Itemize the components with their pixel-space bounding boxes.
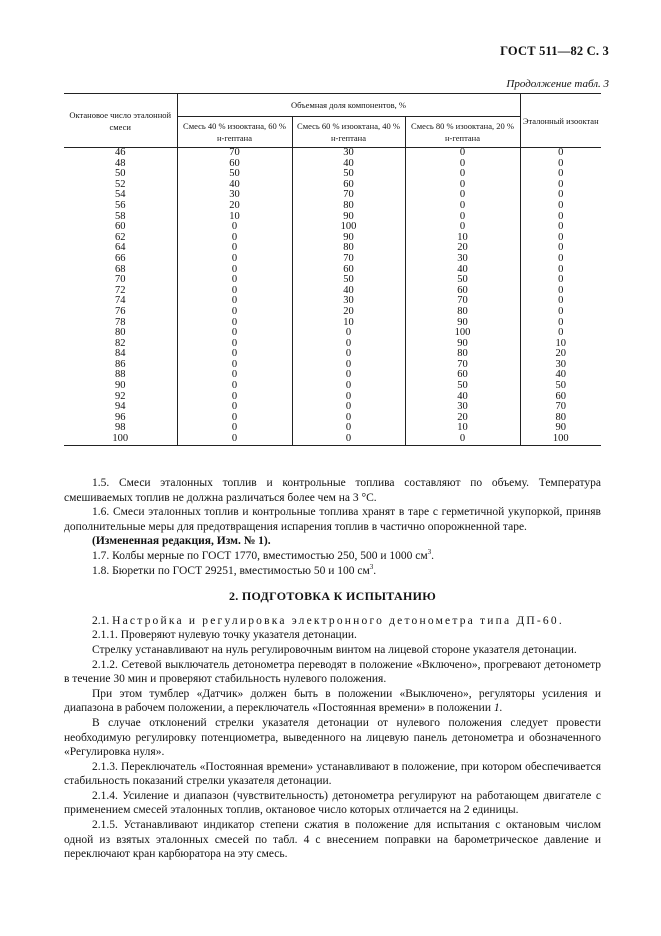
table-cell: 20	[177, 201, 292, 212]
table-row	[64, 318, 601, 329]
table-cell: 30	[405, 402, 520, 413]
table-cell: 80	[64, 328, 177, 339]
table-cell: 10	[292, 318, 405, 329]
table-body	[64, 148, 601, 446]
period: .	[373, 564, 377, 577]
table-cell: 30	[177, 190, 292, 201]
table-cell: 0	[177, 275, 292, 286]
table-cell: 52	[64, 180, 177, 191]
paragraph-2-1-1b: Стрелку устанавливают на нуль регулировочным винтом на лицевой стороне указателя детонации.	[92, 643, 577, 656]
table-continuation-label: Продолжение табл. 3	[506, 78, 609, 90]
col-header-mix-60: Смесь 60 % изооктана, 40 % н-гептана	[292, 117, 405, 148]
table-cell: 0	[405, 180, 520, 191]
table-cell: 64	[64, 243, 177, 254]
table-cell: 0	[177, 349, 292, 360]
table-cell: 76	[64, 307, 177, 318]
table-cell: 0	[177, 243, 292, 254]
table-cell: 92	[64, 392, 177, 403]
table-cell: 94	[64, 402, 177, 413]
table-cell: 46	[64, 148, 177, 159]
table-cell: 30	[292, 296, 405, 307]
table-row	[64, 201, 601, 212]
table-row	[64, 243, 601, 254]
table-cell: 0	[177, 233, 292, 244]
table-cell: 98	[64, 423, 177, 434]
table-cell: 0	[177, 434, 292, 445]
table-cell: 70	[405, 360, 520, 371]
table-cell: 50	[292, 169, 405, 180]
table-cell: 80	[520, 413, 601, 424]
table-cell: 60	[520, 392, 601, 403]
table-cell: 54	[64, 190, 177, 201]
table-row	[64, 212, 601, 223]
section-title: 2. ПОДГОТОВКА К ИСПЫТАНИЮ	[228, 589, 437, 604]
paragraph-2-1	[64, 614, 601, 629]
table-row	[64, 265, 601, 276]
table-cell: 0	[405, 222, 520, 233]
table-cell: 0	[405, 212, 520, 223]
table-cell: 10	[405, 233, 520, 244]
table-cell: 62	[64, 233, 177, 244]
table-cell: 0	[177, 402, 292, 413]
table-cell: 40	[405, 265, 520, 276]
paragraph-2-1-2b-text: При этом тумблер «Датчик» должен быть в положении «Выключено», регуляторы усиления и диапазона в рабочем положении, а переключатель «Постоянная времени» в положении	[64, 687, 601, 715]
table-cell: 0	[520, 286, 601, 297]
position-number: 1.	[493, 702, 503, 715]
table-row	[64, 296, 601, 307]
table-cell: 0	[177, 381, 292, 392]
table-cell: 40	[405, 392, 520, 403]
table-cell: 100	[405, 328, 520, 339]
table-cell: 30	[292, 148, 405, 159]
table-cell: 0	[520, 201, 601, 212]
table-cell: 60	[177, 159, 292, 170]
table-cell: 0	[520, 148, 601, 159]
table-cell: 0	[405, 148, 520, 159]
table-cell: 0	[405, 190, 520, 201]
table-cell: 10	[177, 212, 292, 223]
table-cell: 0	[177, 370, 292, 381]
table-cell: 50	[405, 275, 520, 286]
table-cell: 0	[177, 328, 292, 339]
table-cell: 0	[177, 265, 292, 276]
table-cell: 96	[64, 413, 177, 424]
paragraph-1-6: 1.6. Смеси эталонных топлив и контрольные топлива хранят в таре с герметичной укупоркой, приняв дополнительные меры для предотвращения испарения топлив в частично опорожненной таре.	[64, 506, 601, 533]
table-cell: 68	[64, 265, 177, 276]
table-cell: 100	[292, 222, 405, 233]
table-cell: 0	[292, 413, 405, 424]
table-cell: 10	[405, 423, 520, 434]
table-cell: 60	[292, 180, 405, 191]
table-cell: 80	[405, 307, 520, 318]
table-cell: 0	[292, 434, 405, 445]
table-cell: 60	[64, 222, 177, 233]
table-cell: 90	[64, 381, 177, 392]
table-row	[64, 307, 601, 318]
table-cell: 0	[177, 413, 292, 424]
table-cell: 40	[520, 370, 601, 381]
table-row	[64, 328, 601, 339]
paragraph-1-8-text: 1.8. Бюретки по ГОСТ 29251, вместимостью 50 и 100 см	[92, 564, 370, 577]
table-cell: 30	[520, 360, 601, 371]
table-cell: 0	[520, 190, 601, 201]
table-cell: 0	[405, 434, 520, 445]
table-cell: 40	[177, 180, 292, 191]
table-cell: 0	[405, 159, 520, 170]
superscript: 3	[427, 548, 432, 557]
table-cell: 60	[405, 286, 520, 297]
table-cell: 0	[292, 349, 405, 360]
table-cell: 0	[520, 233, 601, 244]
paragraph-1-5: 1.5. Смеси эталонных топлив и контрольные топлива составляют по объему. Температура смешиваемых топлив не должна различаться более чем на 3 °С.	[64, 477, 601, 504]
table-cell: 0	[292, 392, 405, 403]
table-cell: 50	[292, 275, 405, 286]
amendment-note: (Измененная редакция, Изм. № 1).	[92, 535, 271, 548]
table-cell: 0	[520, 265, 601, 276]
table-cell: 66	[64, 254, 177, 265]
table-row	[64, 370, 601, 381]
table-row	[64, 233, 601, 244]
table-cell: 70	[64, 275, 177, 286]
table-row	[64, 402, 601, 413]
table-cell: 60	[405, 370, 520, 381]
table-cell: 0	[520, 307, 601, 318]
table-cell: 0	[520, 212, 601, 223]
table-cell: 50	[405, 381, 520, 392]
table-cell: 70	[292, 254, 405, 265]
table-row	[64, 423, 601, 434]
table-cell: 0	[292, 423, 405, 434]
table-cell: 0	[520, 296, 601, 307]
table-cell: 0	[292, 328, 405, 339]
table-row	[64, 169, 601, 180]
table-cell: 0	[292, 360, 405, 371]
table-cell: 0	[405, 169, 520, 180]
table-cell: 70	[177, 148, 292, 159]
table-row	[64, 360, 601, 371]
table-row	[64, 222, 601, 233]
table-cell: 0	[292, 339, 405, 350]
paragraph-2-1-2: 2.1.2. Сетевой выключатель детонометра переводят в положение «Включено», прогревают детонометр в течение 30 мин и проверяют стабильность нулевого положения.	[64, 658, 601, 686]
col-header-mix-40: Смесь 40 % изооктана, 60 % н-гептана	[177, 117, 292, 148]
table-cell: 80	[292, 243, 405, 254]
paragraph-2-1-2c: В случае отклонений стрелки указателя детонации от нулевого положения следует провести необходимую регулировку потенциометра, выведенного на лицевую панель детонометра и обозначенного «Регулировка нуля».	[64, 716, 601, 759]
table-cell: 90	[520, 423, 601, 434]
paragraph-2-1-5: 2.1.5. Устанавливают индикатор степени сжатия в положение для испытания с октановым числом одной из взятых эталонных смесей по табл. 4 с внесением поправки на барометрическое давление и переключают кран карбюратора на эту смесь.	[64, 819, 601, 861]
table-cell: 70	[405, 296, 520, 307]
table-row	[64, 392, 601, 403]
table-cell: 0	[177, 286, 292, 297]
table-cell: 0	[292, 370, 405, 381]
paragraph-2-1-number: 2.1.	[92, 614, 110, 627]
table-row	[64, 434, 601, 445]
table-cell: 86	[64, 360, 177, 371]
col-header-isooctane: Эталонный изооктан	[520, 94, 601, 148]
table-cell: 40	[292, 159, 405, 170]
table-cell: 90	[292, 233, 405, 244]
table-cell: 0	[177, 360, 292, 371]
table-cell: 80	[292, 201, 405, 212]
paragraph-2-1-3: 2.1.3. Переключатель «Постоянная времени» устанавливают в положение, при котором обеспечивается стабильность показаний стрелки указателя детонации.	[64, 760, 601, 788]
table-cell: 40	[292, 286, 405, 297]
table-cell: 0	[177, 423, 292, 434]
table-cell: 0	[292, 381, 405, 392]
paragraph-1-8	[64, 564, 601, 579]
col-header-group: Объемная доля компонентов, %	[177, 94, 520, 117]
col-header-octane: Октановое число эталонной смеси	[64, 94, 177, 148]
paragraph-1-7-text: 1.7. Колбы мерные по ГОСТ 1770, вместимостью 250, 500 и 1000 см	[92, 549, 428, 562]
table-cell: 88	[64, 370, 177, 381]
table-cell: 0	[177, 222, 292, 233]
table-row	[64, 413, 601, 424]
table-cell: 0	[520, 243, 601, 254]
reference-mixtures-table	[64, 93, 601, 446]
table-cell: 70	[520, 402, 601, 413]
table-cell: 100	[64, 434, 177, 445]
table-row	[64, 190, 601, 201]
table-cell: 20	[405, 243, 520, 254]
table-cell: 10	[520, 339, 601, 350]
table-cell: 0	[405, 201, 520, 212]
table-row	[64, 275, 601, 286]
table-cell: 0	[177, 318, 292, 329]
table-row	[64, 349, 601, 360]
table-cell: 0	[520, 169, 601, 180]
table-row	[64, 148, 601, 159]
table-cell: 20	[520, 349, 601, 360]
table-cell: 0	[520, 318, 601, 329]
paragraph-2-1-spaced: Настройка и регулировка электронного детонометра типа ДП-60.	[112, 614, 564, 627]
table-cell: 0	[520, 254, 601, 265]
table-cell: 0	[177, 392, 292, 403]
table-row	[64, 381, 601, 392]
table-cell: 50	[520, 381, 601, 392]
paragraph-2-1-2b	[64, 687, 601, 716]
table-cell: 0	[177, 307, 292, 318]
table-cell: 90	[405, 339, 520, 350]
table-row	[64, 286, 601, 297]
table-cell: 0	[177, 339, 292, 350]
table-cell: 0	[520, 328, 601, 339]
table-cell: 50	[177, 169, 292, 180]
table-cell: 72	[64, 286, 177, 297]
table-cell: 50	[64, 169, 177, 180]
paragraph-1-7	[64, 549, 601, 564]
table-cell: 56	[64, 201, 177, 212]
body-text	[64, 476, 601, 862]
table-cell: 90	[292, 212, 405, 223]
table-cell: 58	[64, 212, 177, 223]
paragraph-2-1-4: 2.1.4. Усиление и диапазон (чувствительность) детонометра регулируют на работающем двигателе с применением смесей эталонных топлив, октановое число которых отличается на 2 единицы.	[64, 789, 601, 817]
table-cell: 80	[405, 349, 520, 360]
paragraph-2-1-1: 2.1.1. Проверяют нулевую точку указателя детонации.	[92, 629, 357, 642]
table-cell: 0	[520, 275, 601, 286]
table-cell: 20	[405, 413, 520, 424]
table-cell: 70	[292, 190, 405, 201]
table-cell: 90	[405, 318, 520, 329]
table-cell: 0	[177, 296, 292, 307]
superscript: 3	[369, 562, 374, 571]
table-row	[64, 339, 601, 350]
table-cell: 100	[520, 434, 601, 445]
period: .	[431, 549, 435, 562]
table-row	[64, 180, 601, 191]
table-cell: 0	[520, 159, 601, 170]
table-cell: 84	[64, 349, 177, 360]
col-header-mix-80: Смесь 80 % изооктана, 20 % н-гептана	[405, 117, 520, 148]
table-cell: 30	[405, 254, 520, 265]
table-cell: 0	[520, 222, 601, 233]
table-cell: 0	[292, 402, 405, 413]
table-row	[64, 159, 601, 170]
table-cell: 0	[520, 180, 601, 191]
table-cell: 78	[64, 318, 177, 329]
table-cell: 0	[177, 254, 292, 265]
table-cell: 74	[64, 296, 177, 307]
table-row	[64, 254, 601, 265]
table-cell: 20	[292, 307, 405, 318]
table-cell: 48	[64, 159, 177, 170]
table-cell: 60	[292, 265, 405, 276]
page-header: ГОСТ 511—82 С. 3	[500, 44, 609, 58]
table-cell: 82	[64, 339, 177, 350]
